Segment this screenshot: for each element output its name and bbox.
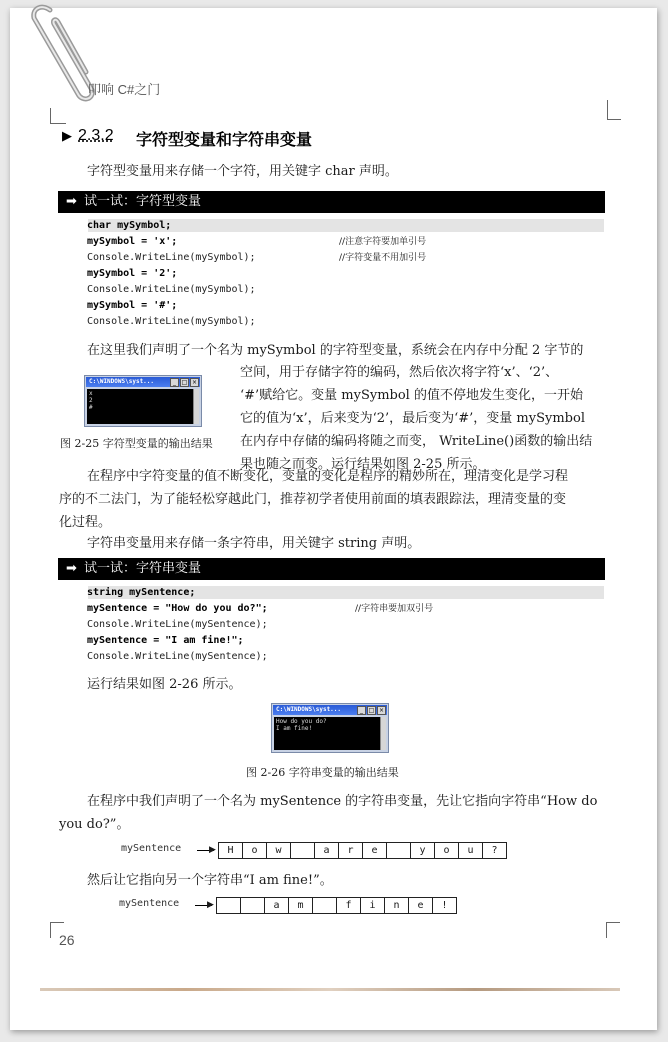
pointer-paragraph-2: 然后让它指向另一个字符串“I am fine!”。	[87, 873, 333, 888]
memory-cell: w	[267, 842, 291, 859]
code-line	[87, 617, 607, 633]
section-number: 2.3.2	[78, 127, 114, 144]
minimize-icon: _	[170, 378, 179, 387]
console-line: 2	[89, 397, 93, 404]
console-line: #	[89, 404, 93, 411]
memory-cell	[313, 897, 337, 914]
code-line	[87, 585, 607, 601]
code-line	[87, 314, 607, 330]
code-text: char mySymbol;	[87, 220, 172, 231]
memory-cell: H	[218, 842, 243, 859]
console-line: How do you do?	[276, 718, 327, 725]
try-it-title: 试一试：字符串变量	[84, 561, 202, 576]
memory-cell	[241, 897, 265, 914]
memory-cell	[216, 897, 241, 914]
code-block-char	[87, 218, 607, 330]
memory-cell: o	[243, 842, 267, 859]
memory-cell: a	[265, 897, 289, 914]
hand-arrow-icon: ➡	[66, 561, 77, 576]
crop-mark	[606, 922, 607, 938]
code-text: Console.WriteLine(mySymbol);	[87, 284, 256, 295]
crop-mark	[606, 922, 620, 923]
crop-mark	[50, 922, 51, 938]
memory-cell: u	[459, 842, 483, 859]
code-comment: //注意字符要加单引号	[339, 237, 427, 247]
console-titlebar: C:\WINDOWS\syst...	[86, 377, 200, 387]
char-paragraph-line: 果也随之而变。运行结果如图 2-25 所示。	[240, 457, 486, 472]
memory-cell: n	[385, 897, 409, 914]
code-text: mySymbol = '2';	[87, 268, 178, 279]
code-comment: //字符变量不用加引号	[339, 253, 427, 263]
console-window-fig26	[271, 703, 389, 753]
memory-cell: a	[315, 842, 339, 859]
console-scrollbar	[380, 717, 386, 750]
code-line	[87, 601, 607, 617]
hand-arrow-icon: ➡	[66, 194, 77, 209]
memory-cell: r	[339, 842, 363, 859]
code-block-string	[87, 585, 607, 665]
char-paragraph-line: ‘#’赋给它。变量 mySymbol 的值不停地发生变化，一开始	[240, 388, 583, 403]
memory-cell: !	[433, 897, 457, 914]
memory-cell: m	[289, 897, 313, 914]
code-line	[87, 649, 607, 665]
intro-paragraph: 字符型变量用来存储一个字符，用关键字 char 声明。	[87, 164, 398, 179]
code-text: Console.WriteLine(mySymbol);	[87, 316, 256, 327]
char-paragraph-line: 它的值为‘x’，后来变为‘2’，最后变为‘#’，变量 mySymbol	[240, 411, 585, 426]
page-number: 26	[59, 932, 75, 948]
char-paragraph-line: 在内存中存储的编码将随之而变， WriteLine()函数的输出结	[240, 434, 593, 449]
code-text: mySymbol = '#';	[87, 300, 178, 311]
decorative-strip	[40, 988, 620, 991]
try-it-header	[58, 558, 605, 580]
memory-cell: y	[411, 842, 435, 859]
maximize-icon: □	[181, 379, 188, 386]
console-titlebar: C:\WINDOWS\syst...	[273, 705, 387, 715]
change-paragraph-line: 化过程。	[59, 515, 112, 530]
console-scrollbar	[193, 389, 199, 424]
char-paragraph-line: 在这里我们声明了一个名为 mySymbol 的字符型变量，系统会在内存中分配 2 字节的	[87, 343, 584, 358]
string-memory-cells	[216, 897, 457, 914]
crop-mark	[607, 100, 608, 120]
result-paragraph: 运行结果如图 2-26 所示。	[87, 677, 242, 692]
variable-label: mySentence	[119, 898, 180, 909]
code-line	[87, 234, 607, 250]
code-line	[87, 633, 607, 649]
minimize-icon: _	[357, 706, 366, 715]
code-text: Console.WriteLine(mySentence);	[87, 651, 268, 662]
memory-cell	[387, 842, 411, 859]
memory-cell: i	[361, 897, 385, 914]
char-paragraph-line: 空间，用于存储字符的编码，然后依次将字符‘x’、‘2’、	[240, 365, 559, 380]
console-line: x	[89, 390, 93, 397]
arrow-head-icon: ▶	[209, 845, 216, 855]
crop-mark	[50, 108, 51, 124]
code-line	[87, 298, 607, 314]
running-header: 叩响 C#之门	[88, 82, 161, 97]
memory-cell: o	[435, 842, 459, 859]
memory-cell: ?	[483, 842, 507, 859]
console-output	[87, 389, 193, 424]
pointer-paragraph-line: 在程序中我们声明了一个名为 mySentence 的字符串变量，先让它指向字符串“How do	[87, 794, 598, 809]
book-page	[10, 8, 657, 1030]
try-it-header	[58, 191, 605, 213]
console-output	[274, 717, 380, 750]
code-text: Console.WriteLine(mySentence);	[87, 619, 268, 630]
figure-caption: 图 2-26 字符串变量的输出结果	[246, 766, 399, 779]
crop-mark	[50, 922, 64, 923]
string-paragraph: 字符串变量用来存储一条字符串，用关键字 string 声明。	[87, 536, 421, 551]
change-paragraph-line: 在程序中字符变量的值不断变化，变量的变化是程序的精妙所在，理清变化是学习程	[87, 469, 569, 484]
code-line	[87, 266, 607, 282]
crop-mark	[50, 123, 66, 124]
console-window-fig25	[84, 375, 202, 427]
code-comment: //字符串要加双引号	[355, 604, 434, 614]
arrow-head-icon: ▶	[207, 900, 214, 910]
try-it-title: 试一试：字符型变量	[84, 194, 202, 209]
code-line	[87, 250, 607, 266]
figure-caption: 图 2-25 字符型变量的输出结果	[60, 437, 213, 450]
memory-cell	[291, 842, 315, 859]
crop-mark	[607, 119, 621, 120]
close-icon: ×	[378, 707, 385, 714]
variable-label: mySentence	[121, 843, 182, 854]
pointer-paragraph-line: you do?”。	[59, 817, 130, 832]
code-text: string mySentence;	[87, 587, 196, 598]
close-icon: ×	[191, 379, 198, 386]
memory-cell: e	[409, 897, 433, 914]
code-text: mySentence = "How do you do?";	[87, 603, 268, 614]
section-title: 字符型变量和字符串变量	[136, 130, 313, 149]
string-memory-cells	[218, 842, 507, 859]
code-line	[87, 218, 607, 234]
memory-cell: e	[363, 842, 387, 859]
console-line: I am fine!	[276, 725, 313, 732]
change-paragraph-line: 序的不二法门，为了能轻松穿越此门，推荐初学者使用前面的填表跟踪法，理清变量的变	[59, 492, 567, 507]
code-text: Console.WriteLine(mySymbol);	[87, 252, 256, 263]
code-line	[87, 282, 607, 298]
code-text: mySymbol = 'x';	[87, 236, 178, 247]
maximize-icon: □	[368, 707, 375, 714]
memory-cell: f	[337, 897, 361, 914]
section-arrow-icon: ▶	[62, 129, 72, 144]
code-text: mySentence = "I am fine!";	[87, 635, 244, 646]
